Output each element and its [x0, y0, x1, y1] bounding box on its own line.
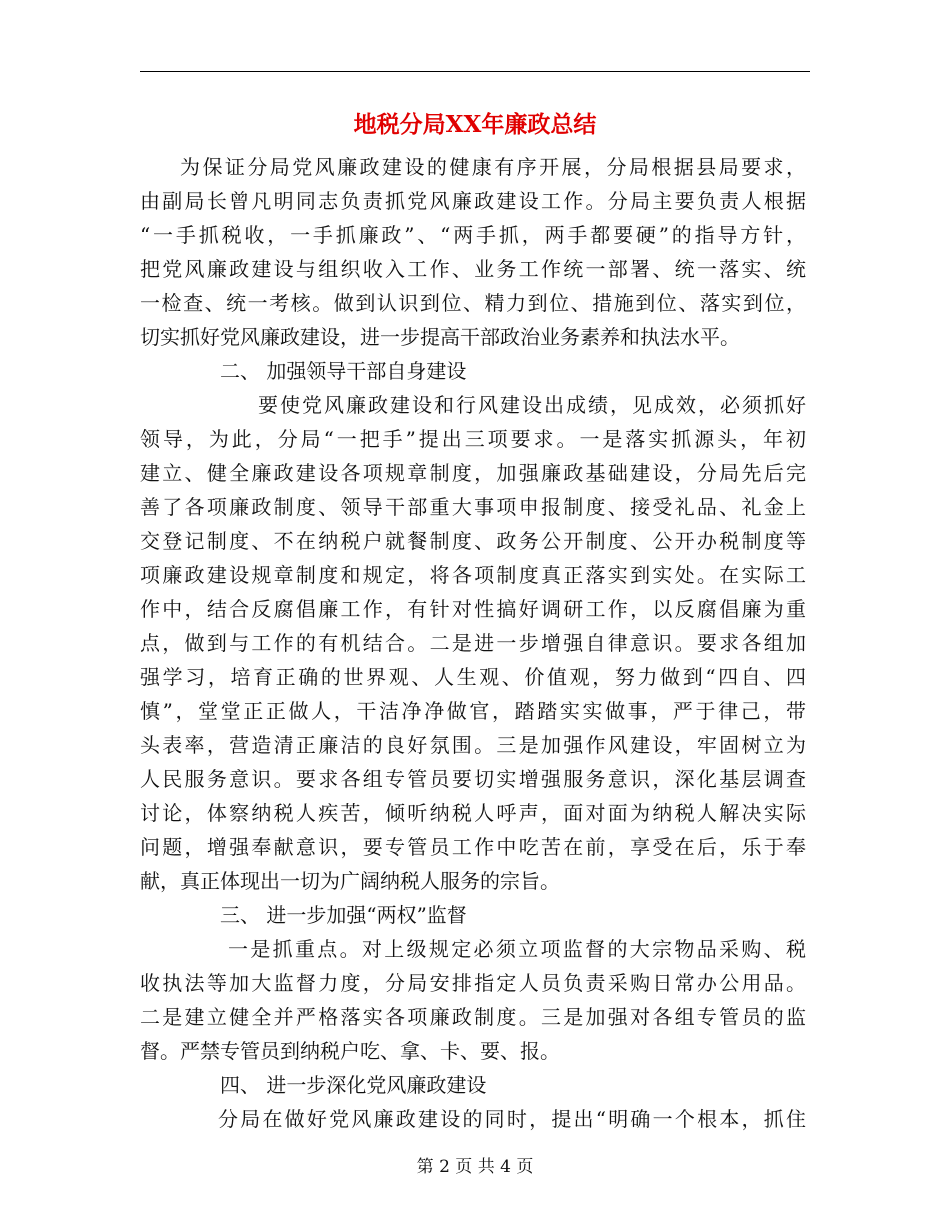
paragraph-line: 领导，为此，分局“一把手”提出三项要求。一是落实抓源头，年初	[140, 427, 806, 451]
paragraph-line: 一检查、统一考核。做到认识到位、精力到位、措施到位、落实到位，	[140, 291, 806, 315]
paragraph-line: 一是抓重点。对上级规定必须立项监督的大宗物品采购、税	[228, 937, 806, 961]
paragraph-line: 问题，增强奉献意识，要专管员工作中吃苦在前，享受在后，乐于奉	[140, 835, 806, 859]
section-heading: 二、 加强领导干部自身建设	[220, 359, 467, 383]
paragraph-line: 要使党风廉政建设和行风建设出成绩，见成效，必须抓好	[258, 393, 806, 417]
paragraph-line: 二是建立健全并严格落实各项廉政制度。三是加强对各组专管员的监	[140, 1005, 806, 1029]
page-footer: 第 2 页 共 4 页	[416, 1157, 534, 1177]
paragraph-line: 项廉政建设规章制度和规定，将各项制度真正落实到实处。在实际工	[140, 563, 806, 587]
document-title: 地税分局XX年廉政总结	[353, 111, 597, 138]
paragraph-line: 献，真正体现出一切为广阔纳税人服务的宗旨。	[140, 869, 560, 893]
paragraph-line: 为保证分局党风廉政建设的健康有序开展，分局根据县局要求，	[180, 155, 806, 179]
section-heading: 四、 进一步深化党风廉政建设	[220, 1073, 487, 1097]
paragraph-line: 头表率，营造清正廉洁的良好氛围。三是加强作风建设，牢固树立为	[140, 733, 806, 757]
paragraph-line: 善了各项廉政制度、领导干部重大事项申报制度、接受礼品、礼金上	[140, 495, 806, 519]
paragraph-line: 讨论，体察纳税人疾苦，倾听纳税人呼声，面对面为纳税人解决实际	[140, 801, 806, 825]
paragraph-line: 人民服务意识。要求各组专管员要切实增强服务意识，深化基层调查	[140, 767, 806, 791]
paragraph-line: 点，做到与工作的有机结合。二是进一步增强自律意识。要求各组加	[140, 631, 806, 655]
paragraph-line: 分局在做好党风廉政建设的同时，提出“明确一个根本，抓住	[218, 1107, 806, 1131]
paragraph-line: 收执法等加大监督力度，分局安排指定人员负责采购日常办公用品。	[140, 971, 806, 995]
paragraph-line: 作中，结合反腐倡廉工作，有针对性搞好调研工作，以反腐倡廉为重	[140, 597, 806, 621]
paragraph-line: 交登记制度、不在纳税户就餐制度、政务公开制度、公开办税制度等	[140, 529, 806, 553]
section-heading: 三、 进一步加强“两权”监督	[220, 903, 467, 927]
paragraph-line: 强学习，培育正确的世界观、人生观、价值观，努力做到“四自、四	[140, 665, 806, 689]
document-body	[140, 150, 806, 1136]
paragraph-line: “一手抓税收，一手抓廉政”、“两手抓，两手都要硬”的指导方针，	[140, 223, 806, 247]
paragraph-line: 由副局长曾凡明同志负责抓党风廉政建设工作。分局主要负责人根据	[140, 189, 806, 213]
paragraph-line: 建立、健全廉政建设各项规章制度，加强廉政基础建设，分局先后完	[140, 461, 806, 485]
paragraph-line: 督。严禁专管员到纳税户吃、拿、卡、要、报。	[140, 1039, 560, 1063]
paragraph-line: 切实抓好党风廉政建设，进一步提高干部政治业务素养和执法水平。	[140, 325, 740, 349]
header-rule	[140, 71, 810, 72]
paragraph-line: 慎”，堂堂正正做人，干洁净净做官，踏踏实实做事，严于律己，带	[140, 699, 806, 723]
paragraph-line: 把党风廉政建设与组织收入工作、业务工作统一部署、统一落实、统	[140, 257, 806, 281]
